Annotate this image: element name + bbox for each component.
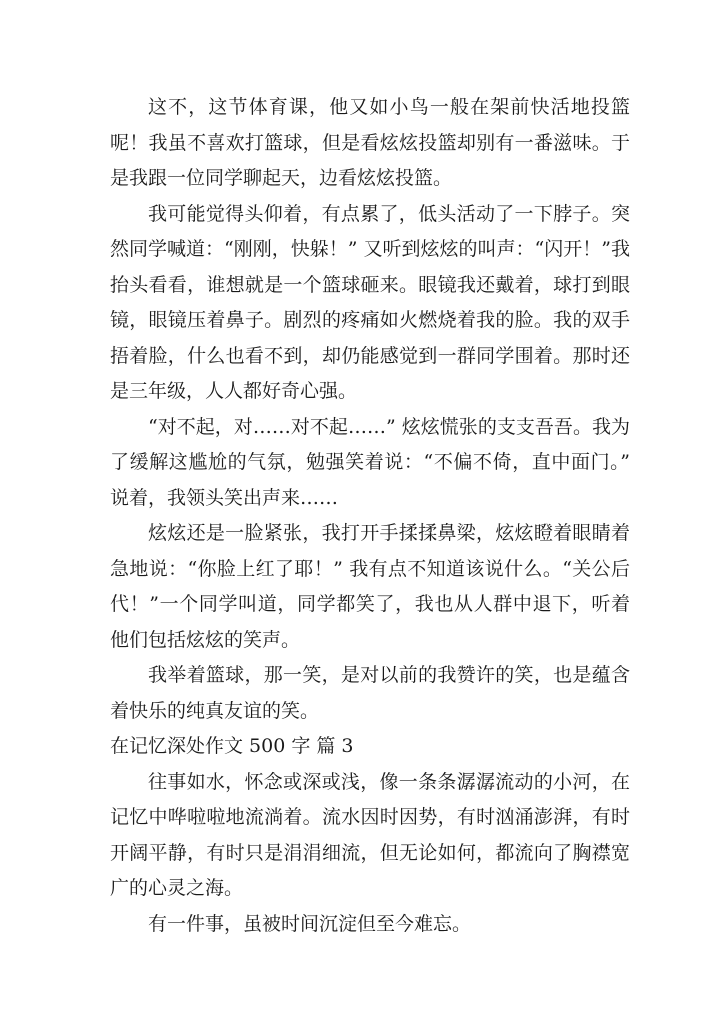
paragraph-1: 这不，这节体育课，他又如小鸟一般在架前快活地投篮呢！我虽不喜欢打篮球，但是看炫炫投篮却别有一番滋味。于是我跟一位同学聊起天，边看炫炫投篮。 (110, 96, 630, 189)
paragraph-3: “对不起，对……对不起……” 炫炫慌张的支支吾吾。我为了缓解这尴尬的气氛，勉强笑着说：“不偏不倚，直中面门。” 说着，我领头笑出声来…… (110, 415, 630, 509)
paragraph-2: 我可能觉得头仰着，有点累了，低头活动了一下脖子。突然同学喊道：“刚刚，快躲！” 又听到炫炫的叫声：“闪开！”我抬头看看，谁想就是一个篮球砸来。眼镜我还戴着，球打到眼镜，眼镜压着鼻子。剧烈的疼痛如火燃烧着我的脸。我的双手捂着脸，什么也看不到，却仍能感觉到一群同学围着。那时还是三年级，人人都好奇心强。 (110, 202, 630, 402)
section-paragraph-1: 往事如水，怀念或深或浅，像一条条潺潺流动的小河，在记忆中哗啦啦地流淌着。流水因时因势，有时汹涌澎湃，有时开阔平静，有时只是涓涓细流，但无论如何，都流向了胸襟宽广的心灵之海。 (110, 770, 630, 899)
section-paragraph-2: 有一件事，虽被时间沉淀但至今难忘。 (148, 912, 472, 935)
article-body (110, 90, 630, 942)
paragraph-4: 炫炫还是一脸紧张，我打开手揉揉鼻梁，炫炫瞪着眼睛着急地说：“你脸上红了耶！” 我有点不知道该说什么。“关公后代！”一个同学叫道，同学都笑了，我也从人群中退下，听着他们包括炫炫的笑声。 (110, 522, 630, 651)
paragraph-5: 我举着篮球，那一笑，是对以前的我赞许的笑，也是蕴含着快乐的纯真友谊的笑。 (110, 664, 630, 722)
section-heading: 在记忆深处作文 500 字 篇 3 (110, 735, 354, 757)
